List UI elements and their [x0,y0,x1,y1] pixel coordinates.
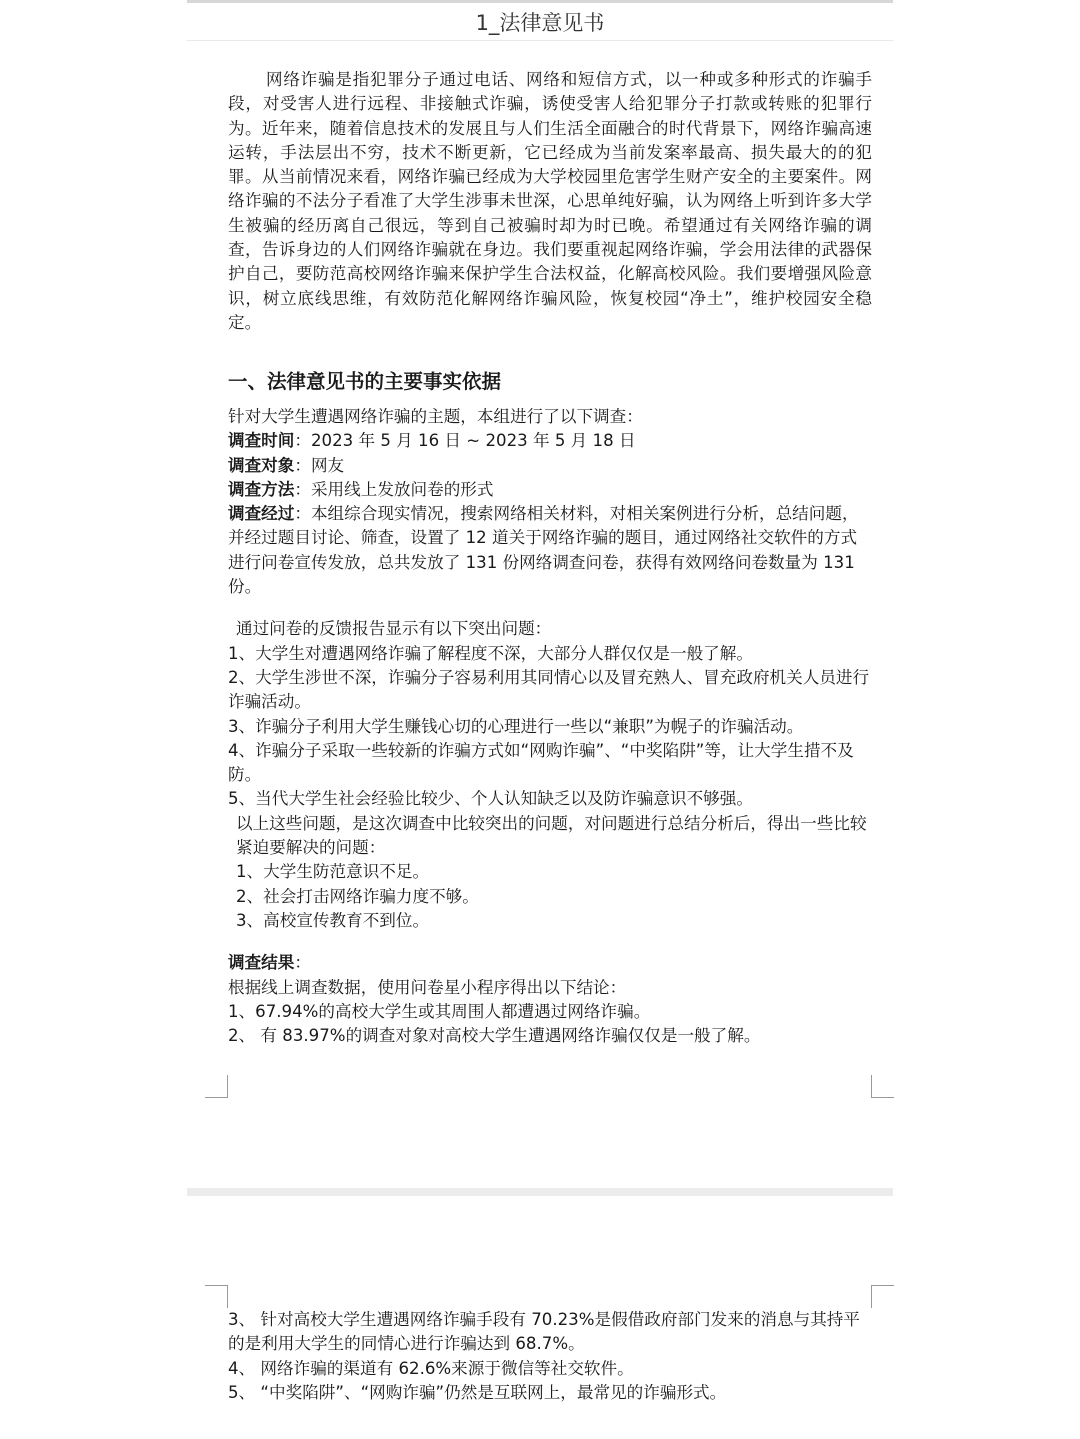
problem-item: 2、大学生涉世不深，诈骗分子容易利用其同情心以及冒充熟人、冒充政府机关人员进行诈骗活动。 [228,667,870,712]
margin-corner-mark [205,1075,228,1098]
result-item: 1、67.94%的高校大学生或其周围人都遭遇过网络诈骗。 [228,1001,651,1021]
survey-method-label: 调查方法 [228,479,295,499]
result-heading-row [228,951,872,975]
page-separator [187,1188,893,1196]
problem-item: 5、当代大学生社会经验比较少、个人认知缺乏以及防诈骗意识不够强。 [228,789,753,809]
result-lead: 根据线上调查数据，使用问卷星小程序得出以下结论： [228,977,627,997]
section-body [228,405,872,1048]
section-heading: 一、法律意见书的主要事实依据 [228,370,502,393]
document-title: 1_法律意见书 [187,6,893,41]
survey-time-row [228,429,872,453]
feedback-intro: 通过问卷的反馈报告显示有以下突出问题： [236,619,552,639]
margin-corner-mark [871,1075,894,1098]
survey-method-row [228,478,872,502]
survey-target-value: ：网友 [294,455,345,475]
survey-process-value: ：本组综合现实情况，搜索网络相关材料，对相关案例进行分析，总结问题，并经过题目讨论、筛查，设置了 12 道关于网络诈骗的题目，通过网络社交软件的方式进行问卷宣传发放，总共发放了 131 份网络调查问卷，获得有效网络问卷数量为 131 份。 [228,504,859,597]
page2-body [228,1308,872,1405]
urgent-item: 2、社会打击网络诈骗力度不够。 [236,886,479,906]
urgent-item: 3、高校宣传教育不到位。 [236,910,430,930]
survey-lead: 针对大学生遭遇网络诈骗的主题，本组进行了以下调查： [228,407,643,426]
result-item: 4、 网络诈骗的渠道有 62.6%来源于微信等社交软件。 [228,1358,634,1378]
problem-item: 4、诈骗分子采取一些较新的诈骗方式如“网购诈骗”、“中奖陷阱”等，让大学生措不及防。 [228,740,854,785]
urgent-item: 1、大学生防范意识不足。 [236,862,430,882]
survey-method-value: ：采用线上发放问卷的形式 [294,479,494,499]
result-colon: ： [294,953,311,973]
survey-time-label: 调查时间 [228,431,295,451]
survey-process-row [228,502,872,599]
result-label: 调查结果 [228,953,295,973]
result-item: 2、 有 83.97%的调查对象对高校大学生遭遇网络诈骗仅仅是一般了解。 [228,1026,761,1046]
result-item: 5、 “中奖陷阱”、“网购诈骗”仍然是互联网上，最常见的诈骗形式。 [228,1382,727,1402]
survey-process-label: 调查经过 [228,504,295,524]
margin-corner-mark [205,1285,228,1308]
intro-paragraph: 网络诈骗是指犯罪分子通过电话、网络和短信方式，以一种或多种形式的诈骗手段，对受害人进行远程、非接触式诈骗，诱使受害人给犯罪分子打款或转账的犯罪行为。近年来，随着信息技术的发展且与人们生活全面融合的时代背景下，网络诈骗高速运转，手法层出不穷，技术不断更新，它已经成为当前发案率最高、损失最大的的犯罪。从当前情况来看，网络诈骗已经成为大学校园里危害学生财产安全的主要案件。网络诈骗的不法分子看准了大学生涉事未世深，心思单纯好骗，认为网络上听到许多大学生被骗的经历离自己很远，等到自己被骗时却为时已晚。希望通过有关网络诈骗的调查，告诉身边的人们网络诈骗就在身边。我们要重视起网络诈骗，学会用法律的武器保护自己，要防范高校网络诈骗来保护学生合法权益，化解高校风险。我们要增强风险意识，树立底线思维，有效防范化解网络诈骗风险，恢复校园“净土”，维护校园安全稳定。 [228,70,872,332]
survey-target-row [228,454,872,478]
margin-corner-mark [871,1285,894,1308]
result-item: 3、 针对高校大学生遭遇网络诈骗手段有 70.23%是假借政府部门发来的消息与其持平的是利用大学生的同情心进行诈骗达到 68.7%。 [228,1310,860,1354]
survey-time-value: ：2023 年 5 月 16 日 ~ 2023 年 5 月 18 日 [294,431,636,451]
problem-item: 1、大学生对遭遇网络诈骗了解程度不深，大部分人群仅仅是一般了解。 [228,643,753,663]
top-rule [187,0,893,3]
summary-paragraph: 以上这些问题，是这次调查中比较突出的问题，对问题进行总结分析后，得出一些比较紧迫要解决的问题： [236,813,867,858]
problem-item: 3、诈骗分子利用大学生赚钱心切的心理进行一些以“兼职”为幌子的诈骗活动。 [228,716,804,736]
survey-target-label: 调查对象 [228,455,295,475]
